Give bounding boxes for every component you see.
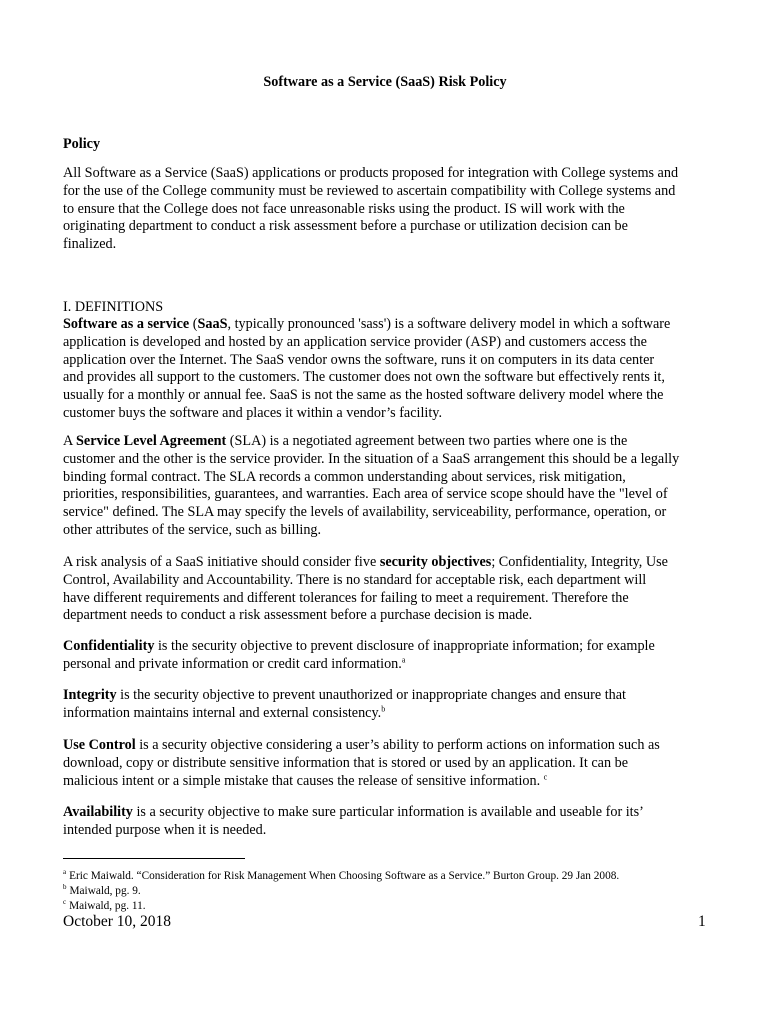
footnote-a	[63, 869, 619, 883]
saas-paren: (	[189, 316, 198, 332]
confidentiality-line-1-text: is the security objective to prevent disclosure of inappropriate information; for example	[154, 638, 655, 654]
footnote-mark: a	[63, 868, 67, 877]
risk-line: Control, Availability and Accountability. There is no standard for acceptable risk, each department will	[63, 571, 647, 588]
policy-line: finalized.	[63, 236, 117, 253]
use-control-line-1	[63, 737, 713, 755]
saas-abbr: SaaS	[197, 316, 228, 332]
policy-line: for the use of the College community must be reviewed to ascertain compatibility with College systems and	[63, 182, 676, 199]
confidentiality-term: Confidentiality	[63, 638, 155, 654]
risk-analysis-paragraph	[63, 554, 713, 625]
policy-line: All Software as a Service (SaaS) applications or products proposed for integration with College systems and	[63, 165, 679, 181]
risk-line-1-text: ; Confidentiality, Integrity, Use	[491, 554, 668, 570]
footnote-divider	[63, 858, 245, 859]
sla-line: customer and the other is the service provider. In the situation of a SaaS arrangement this should be a legally	[63, 450, 680, 467]
saas-line: customer buys the software and places it within a vendor’s facility.	[63, 404, 443, 421]
integrity-paragraph	[63, 687, 713, 723]
footnote-b	[63, 884, 141, 898]
saas-line: and provides all support to the customers. The customer does not own the software but effectively rents it,	[63, 369, 665, 386]
footnote-ref-c[interactable]: c	[543, 771, 548, 781]
integrity-line-1-text: is the security objective to prevent unauthorized or inappropriate changes and ensure that	[116, 687, 626, 703]
footnote-c	[63, 899, 146, 913]
risk-line: department needs to conduct a risk assessment before a purchase decision is made.	[63, 607, 533, 624]
availability-paragraph	[63, 804, 713, 840]
definitions-heading: I. DEFINITIONS	[63, 299, 164, 315]
saas-line: application over the Internet. The SaaS vendor owns the software, runs it on computers in its data center	[63, 351, 655, 368]
integrity-line-2-text: information maintains internal and external consistency.	[63, 704, 382, 721]
sla-prefix: A	[63, 433, 77, 449]
footnote-mark: b	[63, 883, 67, 892]
sla-line: other attributes of the service, such as billing.	[63, 521, 322, 538]
use-control-line-1-text: is a security objective considering a user’s ability to perform actions on information such as	[135, 737, 660, 753]
footnote-text: Maiwald, pg. 9.	[69, 885, 141, 897]
use-control-line-2: download, copy or distribute sensitive information that is stored or used by an application. It can be	[63, 754, 629, 771]
risk-line: have different requirements and different tolerances for failing to meet a requirement. Therefore the	[63, 589, 629, 606]
sla-line: priorities, responsibilities, guarantees, and warranties. Each area of service scope should have the "level of	[63, 486, 668, 503]
use-control-term: Use Control	[63, 737, 136, 753]
policy-heading: Policy	[63, 136, 101, 152]
policy-line: to ensure that the College does not face unreasonable risks using the product. IS will work with the	[63, 200, 625, 217]
confidentiality-line-2	[63, 656, 713, 674]
footnote-ref-b[interactable]: b	[381, 704, 386, 714]
saas-line-1-text: , typically pronounced 'sass') is a software delivery model in which a software	[227, 316, 671, 332]
availability-line-2: intended purpose when it is needed.	[63, 821, 267, 838]
saas-line-1	[63, 316, 713, 334]
footnote-text: Eric Maiwald. “Consideration for Risk Management When Choosing Software as a Service.” Burton Group. 29 Jan 2008.	[69, 870, 620, 882]
sla-line-1	[63, 433, 713, 451]
footnote-ref-a[interactable]: a	[401, 655, 406, 665]
sla-line-1-text: (SLA) is a negotiated agreement between two parties where one is the	[226, 433, 628, 449]
availability-term: Availability	[63, 804, 133, 820]
security-objectives-term: security objectives	[379, 554, 492, 570]
sla-term: Service Level Agreement	[76, 433, 227, 449]
availability-line-1	[63, 804, 713, 822]
page-number: 1	[698, 913, 706, 930]
integrity-line-1	[63, 687, 713, 705]
saas-line: application is developed and hosted by an application service provider (ASP) and customers access the	[63, 333, 647, 350]
use-control-line-3-text: malicious intent or a simple mistake that causes the release of sensitive information.	[63, 772, 544, 789]
sla-definition	[63, 433, 713, 540]
integrity-term: Integrity	[63, 687, 117, 703]
document-title: Software as a Service (SaaS) Risk Policy	[263, 74, 507, 90]
risk-line-1	[63, 554, 713, 572]
saas-term: Software as a service	[63, 316, 190, 332]
policy-line: originating department to conduct a risk assessment before a purchase or utilization decision can be	[63, 218, 628, 235]
availability-line-1-text: is a security objective to make sure particular information is available and useable for its’	[132, 804, 644, 820]
confidentiality-paragraph	[63, 638, 713, 674]
policy-paragraph	[63, 165, 713, 254]
confidentiality-line-1	[63, 638, 713, 656]
saas-definition	[63, 316, 713, 423]
confidentiality-line-2-text: personal and private information or credit card information.	[63, 655, 402, 672]
sla-line: binding formal contract. The SLA records a common understanding about services, risk mitigation,	[63, 468, 626, 485]
use-control-paragraph	[63, 737, 713, 790]
footnote-mark: c	[63, 898, 67, 907]
footnote-text: Maiwald, pg. 11.	[69, 900, 146, 912]
sla-line: service" defined. The SLA may specify the levels of availability, serviceability, performance, operation, or	[63, 504, 667, 521]
use-control-line-3	[63, 773, 713, 791]
footer-date: October 10, 2018	[63, 913, 172, 930]
risk-line-1-pre: A risk analysis of a SaaS initiative should consider five	[63, 554, 380, 570]
saas-line: usually for a monthly or annual fee. SaaS is not the same as the hosted software delivery model where the	[63, 387, 664, 404]
integrity-line-2	[63, 705, 713, 723]
